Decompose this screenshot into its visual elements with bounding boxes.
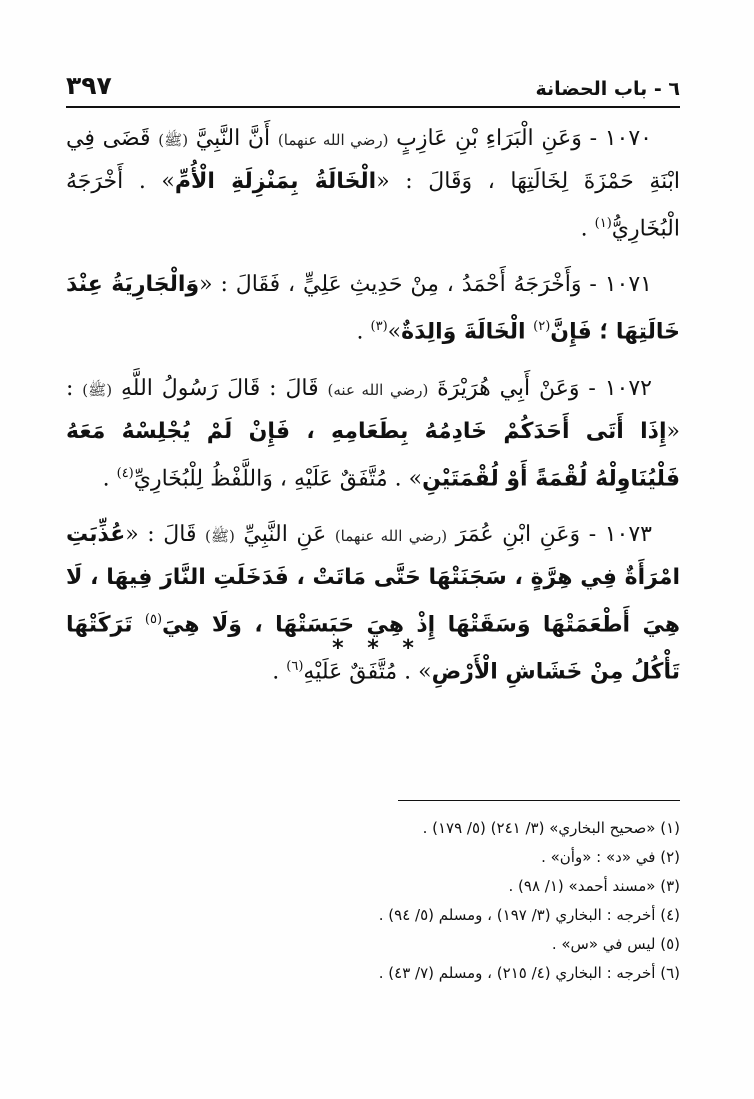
footnote-item: (٦) أخرجه : البخاري (٤/ ٢١٥) ، ومسلم (٧/ ٤٣) .: [378, 964, 680, 982]
hadith-number: ١٠٧١: [604, 272, 652, 298]
hadith-text: عَنِ النَّبِيِّ: [234, 521, 335, 547]
hadith-1071: [66, 264, 680, 353]
honorific-seal: (ﷺ): [205, 526, 235, 545]
footnote-item: (٥) ليس في «س» .: [551, 935, 680, 953]
footnote-ref[interactable]: (٤): [116, 465, 134, 481]
hadith-text: » . مُتَّفَقٌ عَلَيْهِ: [303, 659, 432, 685]
footnote-item: (٣) «مسند أحمد» (١/ ٩٨) .: [508, 877, 680, 895]
prophetic-quote: تَرَكَتْهَا تَأْكُلُ مِنْ خَشَاشِ الْأَرْضِ: [66, 612, 680, 685]
hadith-text: - وَأَخْرَجَهُ أَحْمَدُ ، مِنْ حَدِيثِ عَلِيٍّ ، فَقَالَ : «: [199, 272, 605, 298]
hadith-1073: [66, 514, 680, 694]
hadith-text: » . مُتَّفَقٌ عَلَيْهِ ، وَاللَّفْظُ لِلْبُخَارِيِّ: [133, 465, 423, 491]
footnote-ref[interactable]: (٥): [144, 611, 163, 627]
footnote-item: (٤) أخرجه : البخاري (٣/ ١٩٧) ، ومسلم (٥/ ٩٤) .: [378, 906, 680, 924]
footnote-ref[interactable]: (٣): [370, 319, 388, 335]
prophetic-quote: الْخَالَةَ وَالِدَةٌ: [401, 319, 534, 345]
footnotes: [150, 814, 680, 988]
footnote-divider: [398, 800, 680, 801]
prophetic-quote: إِذَا أَتَى أَحَدَكُمْ خَادِمُهُ بِطَعَامِهِ ، فَإِنْ لَمْ يُجْلِسْهُ مَعَهُ فَلْيُنَاوِلْهُ لُقْمَةً أَوْ لُقْمَتَيْنِ: [66, 418, 680, 491]
honorific-seal: (ﷺ): [158, 131, 189, 149]
hadith-text: .: [580, 216, 595, 242]
hadith-text: قَالَ : قَالَ رَسُولُ اللَّهِ: [112, 375, 328, 401]
hadith-text: قَضَى فِي ابْنَةِ حَمْزَةَ لِخَالَتِهَا ، وَقَالَ : «: [66, 126, 680, 194]
chapter-title: ٦ - باب الحضانة: [535, 78, 680, 100]
honorific-seal: (ﷺ): [82, 380, 113, 399]
hadith-text: - وَعَنِ ابْنِ عُمَرَ: [447, 521, 605, 547]
footnote-ref[interactable]: (٦): [286, 659, 304, 675]
footnote-item: (١) «صحيح البخاري» (٣/ ٢٤١) (٥/ ١٧٩) .: [422, 819, 680, 837]
hadith-text: - وَعَنِ الْبَرَاءِ بْنِ عَازِبٍ: [388, 126, 605, 151]
honorific-seal: (رضي الله عنهما): [334, 526, 448, 545]
hadith-1072: [66, 368, 680, 500]
hadith-text: » . أَخْرَجَهُ الْبُخَارِيُّ: [66, 169, 680, 242]
running-header: [66, 60, 680, 108]
hadith-text: أَنَّ النَّبِيَّ: [188, 126, 278, 151]
hadith-number: ١٠٧٣: [604, 521, 652, 547]
prophetic-quote: عُذِّبَتِ امْرَأَةٌ فِي هِرَّةٍ ، سَجَنَتْهَا حَتَّى مَاتَتْ ، فَدَخَلَتِ النَّارَ فِيهَا ، لَا هِيَ أَطْعَمَتْهَا وَسَقَتْهَا إِذْ هِيَ حَبَسَتْهَا ، وَلَا هِيَ: [66, 521, 680, 638]
hadith-text: »: [387, 319, 402, 345]
hadith-number: ١٠٧٢: [604, 375, 652, 401]
prophetic-quote: الْخَالَةُ بِمَنْزِلَةِ الْأُمِّ: [174, 169, 377, 194]
hadith-text: : «: [66, 375, 680, 444]
hadith-text: .: [102, 465, 117, 491]
hadith-text: قَالَ : «: [125, 521, 206, 547]
honorific-seal: (رضي الله عنه): [327, 380, 429, 399]
hadith-text: - وَعَنْ أَبِي هُرَيْرَةَ: [428, 375, 605, 401]
hadith-text: .: [356, 319, 371, 345]
page-number: ٣٩٧: [66, 71, 112, 100]
main-text: [66, 118, 680, 708]
footnote-ref[interactable]: (٢): [533, 319, 551, 335]
prophetic-quote: وَالْجَارِيَةُ عِنْدَ خَالَتِهَا ؛ فَإِنَّ: [66, 272, 680, 345]
footnote-item: (٢) في «د» : «وأن» .: [541, 848, 680, 866]
hadith-text: .: [272, 659, 287, 685]
hadith-number: ١٠٧٠: [604, 126, 652, 151]
footnote-ref[interactable]: (١): [594, 216, 612, 231]
honorific-seal: (رضي الله عنهما): [277, 131, 389, 149]
section-separator: * * *: [332, 636, 422, 661]
hadith-1070: [66, 118, 680, 250]
